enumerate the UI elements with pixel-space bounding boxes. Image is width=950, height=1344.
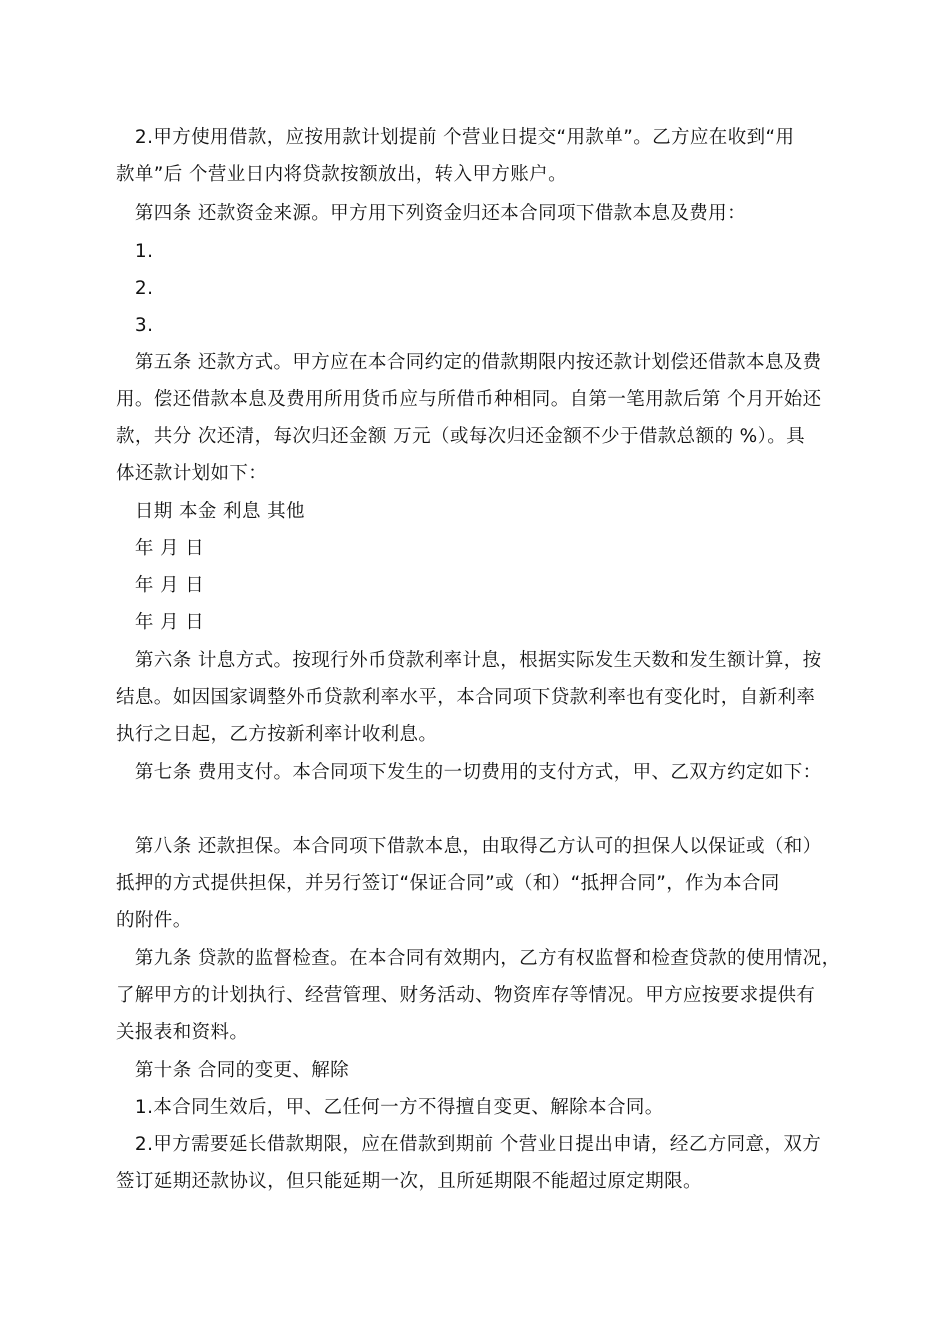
text-line: 第八条 还款担保。本合同项下借款本息，由取得乙方认可的担保人以保证或（和） [116,836,822,857]
text-line: 体还款计划如下： [116,463,268,484]
text-line: 第六条 计息方式。按现行外币贷款利率计息，根据实际发生天数和发生额计算，按 [116,650,822,671]
text-line: 款单”后 个营业日内将贷款按额放出，转入甲方账户。 [116,164,567,185]
text-line: 签订延期还款协议，但只能延期一次，且所延期限不能超过原定期限。 [116,1171,702,1192]
text-line: 3. [116,315,154,336]
text-line: 结息。如因国家调整外币贷款利率水平，本合同项下贷款利率也有变化时，自新利率 [116,687,816,708]
text-line: 年 月 日 [116,612,205,633]
text-line: 2. [116,278,154,299]
text-line: 关报表和资料。 [116,1022,249,1043]
text-line: 第九条 贷款的监督检查。在本合同有效期内，乙方有权监督和检查贷款的使用情况， [116,948,841,969]
text-line: 执行之日起，乙方按新利率计收利息。 [116,724,438,745]
text-line: 1. [116,241,154,262]
text-line: 第十条 合同的变更、解除 [116,1060,350,1081]
text-line: 了解甲方的计划执行、经营管理、财务活动、物资库存等情况。甲方应按要求提供有 [116,985,816,1006]
text-line: 年 月 日 [116,575,205,596]
text-line: 年 月 日 [116,538,205,559]
text-line: 第五条 还款方式。甲方应在本合同约定的借款期限内按还款计划偿还借款本息及费 [116,352,822,373]
text-line: 1.本合同生效后，甲、乙任何一方不得擅自变更、解除本合同。 [116,1097,664,1118]
text-line: 日期 本金 利息 其他 [116,501,305,522]
text-line: 抵押的方式提供担保，并另行签订“保证合同”或（和）“抵押合同”，作为本合同 [116,873,780,894]
text-line: 款，共分 次还清，每次归还金额 万元（或每次归还金额不少于借款总额的 %）。具 [116,426,806,447]
text-line: 的附件。 [116,910,192,931]
text-line: 用。偿还借款本息及费用所用货币应与所借币种相同。自第一笔用款后第 个月开始还 [116,389,822,410]
text-line: 第四条 还款资金来源。甲方用下列资金归还本合同项下借款本息及费用： [116,203,746,224]
text-line: 第七条 费用支付。本合同项下发生的一切费用的支付方式，甲、乙双方约定如下： [116,762,822,783]
text-line: 2.甲方需要延长借款期限，应在借款到期前 个营业日提出申请，经乙方同意，双方 [116,1134,822,1155]
text-line: 2.甲方使用借款，应按用款计划提前 个营业日提交“用款单”。乙方应在收到“用 [116,127,795,148]
